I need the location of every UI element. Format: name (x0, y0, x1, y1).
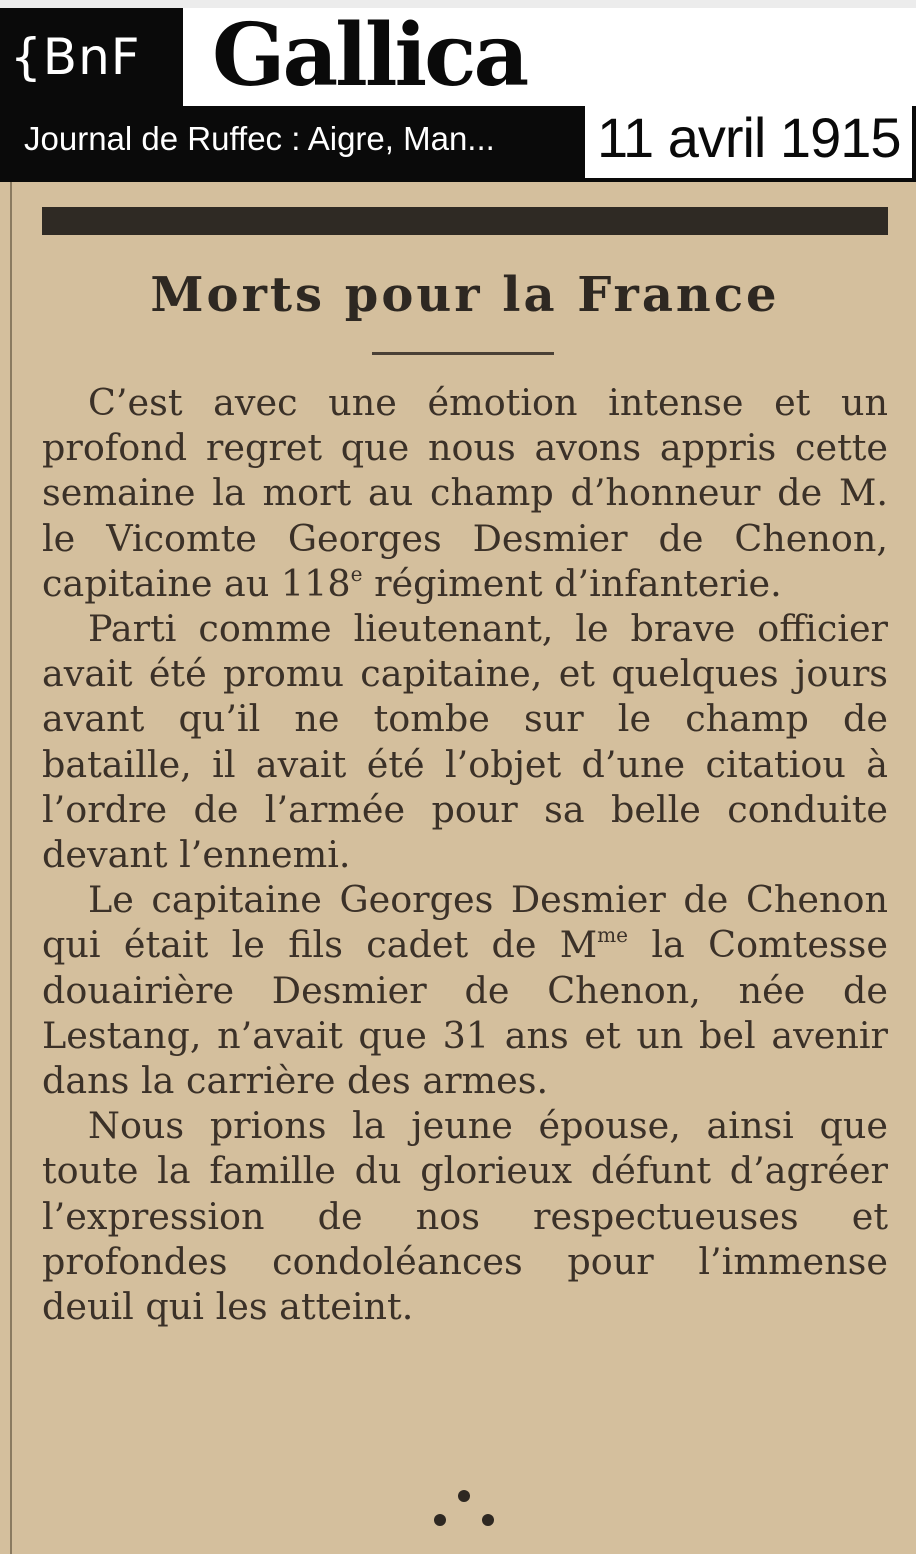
journal-title[interactable]: Journal de Ruffec : Aigre, Man... (0, 106, 585, 182)
title-rule (372, 352, 554, 355)
asterism-dot-top (458, 1490, 470, 1502)
superscript-me: me (597, 923, 629, 948)
paragraph-4: Nous prions la jeune épouse, ainsi que toute la famille du glorieux défunt d’agréer l’expression de nos respectueuses et profondes condoléances pour l’immense deuil qui les atteint. (42, 1104, 888, 1329)
asterism-dot-left (434, 1514, 446, 1526)
paragraph-3-text: Le capitaine Georges Desmier de Chenon qui était le fils cadet de M (42, 878, 888, 967)
bnf-logo[interactable]: {BnF (0, 8, 183, 106)
paragraph-1-text: C’est avec une émotion intense et un profond regret que nous avons appris cette semaine la mort au champ d’honneur de M. le Vicomte Georges Desmier de Chenon, capitaine au 118 (42, 381, 888, 605)
article-title: Morts pour la France (150, 267, 780, 323)
date-underline (585, 178, 916, 182)
asterism-icon (420, 1482, 510, 1532)
article-body (42, 380, 888, 1329)
gallica-title[interactable]: Gallica (212, 5, 527, 106)
superscript-e: e (350, 561, 363, 586)
paragraph-2: Parti comme lieutenant, le brave officier avait été promu capitaine, et quelques jours avant qu’il ne tombe sur le champ de bataille, il avait été l’objet d’une citatiou à l’ordre de l’armée pour sa belle conduite devant l’ennemi. (42, 607, 888, 877)
issue-date: 11 avril 1915 (585, 106, 916, 178)
paragraph-3-end: la Comtesse douairière Desmier de Chenon, née de Lestang, n’avait que 31 ans et un bel avenir dans la carrière des armes. (42, 923, 888, 1103)
paragraph-3 (42, 877, 888, 1103)
column-rule (10, 182, 12, 1554)
asterism-dot-right (482, 1514, 494, 1526)
paragraph-1 (42, 380, 888, 606)
section-band (42, 207, 888, 235)
paragraph-1-end: régiment d’infanterie. (362, 561, 782, 605)
